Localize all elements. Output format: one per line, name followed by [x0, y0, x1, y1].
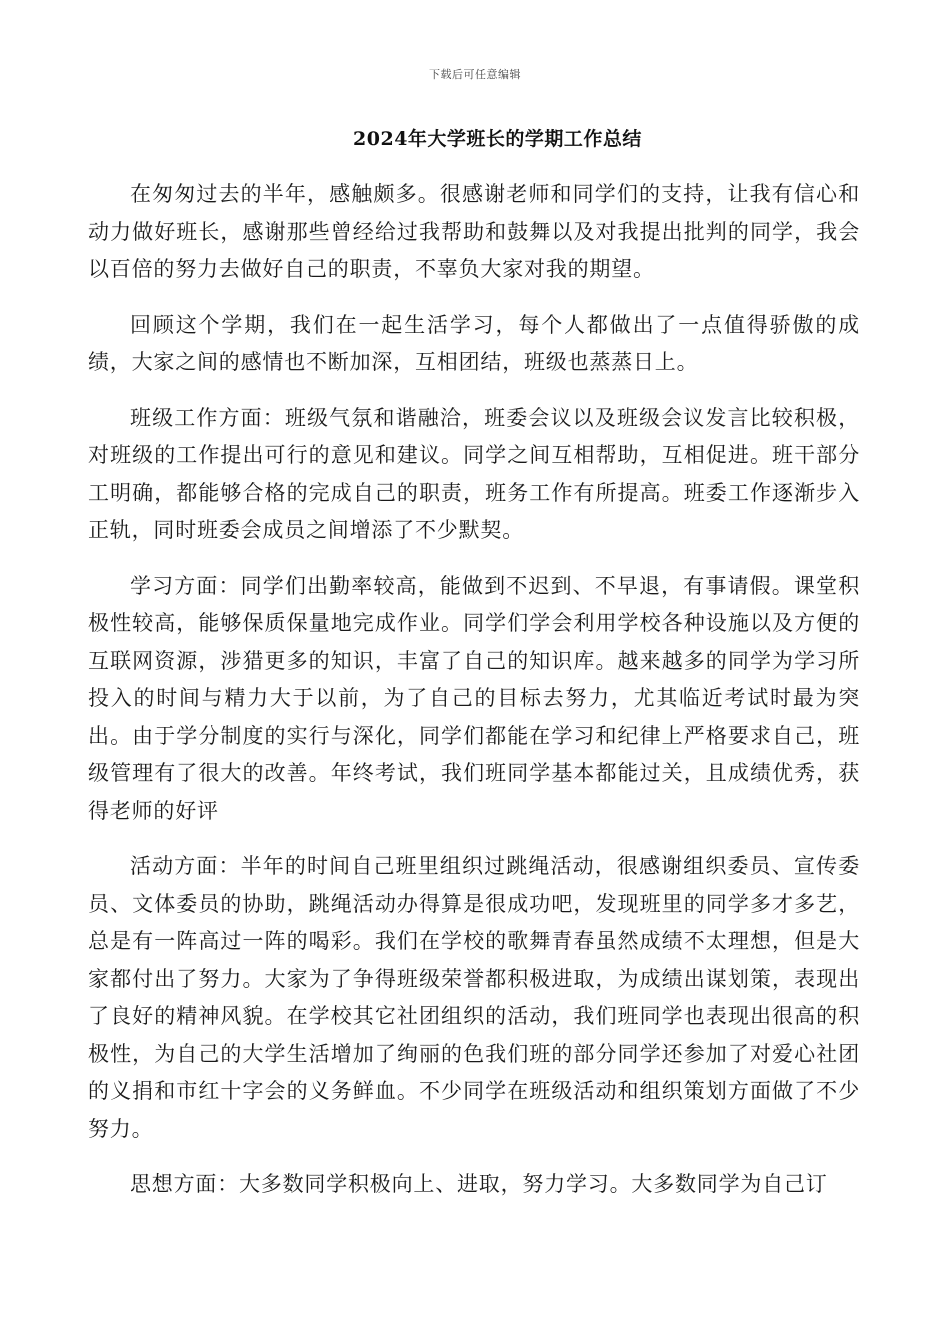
document-title: 2024年大学班长的学期工作总结 [353, 128, 642, 150]
paragraph-study: 学习方面：同学们出勤率较高，能做到不迟到、不早退，有事请假。课堂积极性较高，能够保质保量地完成作业。同学们学会利用学校各种设施以及方便的互联网资源，涉猎更多的知识，丰富了自己的知识库。越来越多的同学为学习所投入的时间与精力大于以前，为了自己的目标去努力，尤其临近考试时最为突出。由于学分制度的实行与深化，同学们都能在学习和纪律上严格要求自己，班级管理有了很大的改善。年终考试，我们班同学基本都能过关，且成绩优秀，获得老师的好评 [88, 573, 860, 823]
document-body [88, 176, 860, 1204]
paragraph-review: 回顾这个学期，我们在一起生活学习，每个人都做出了一点值得骄傲的成绩，大家之间的感情也不断加深，互相团结，班级也蒸蒸日上。 [88, 312, 860, 374]
paragraph-activities: 活动方面：半年的时间自己班里组织过跳绳活动，很感谢组织委员、宣传委员、文体委员的协助，跳绳活动办得算是很成功吧，发现班里的同学多才多艺，总是有一阵高过一阵的喝彩。我们在学校的歌舞青春虽然成绩不太理想，但是大家都付出了努力。大家为了争得班级荣誉都积极进取，为成绩出谋划策，表现出了良好的精神风貌。在学校其它社团组织的活动，我们班同学也表现出很高的积极性，为自己的大学生活增加了绚丽的色我们班的部分同学还参加了对爱心社团的义捐和市红十字会的义务鲜血。不少同学在班级活动和组织策划方面做了不少努力。 [88, 854, 860, 1141]
paragraph-class-work: 班级工作方面：班级气氛和谐融洽，班委会议以及班级会议发言比较积极，对班级的工作提出可行的意见和建议。同学之间互相帮助，互相促进。班干部分工明确，都能够合格的完成自己的职责，班务工作有所提高。班委工作逐渐步入正轨，同时班委会成员之间增添了不少默契。 [88, 405, 860, 542]
paragraph-intro: 在匆匆过去的半年，感触颇多。很感谢老师和同学们的支持，让我有信心和动力做好班长，感谢那些曾经给过我帮助和鼓舞以及对我提出批判的同学，我会以百倍的努力去做好自己的职责，不辜负大家对我的期望。 [88, 182, 860, 281]
header-note: 下载后可任意编辑 [429, 68, 521, 81]
paragraph-thought: 思想方面：大多数同学积极向上、进取，努力学习。大多数同学为自己订 [130, 1172, 828, 1196]
